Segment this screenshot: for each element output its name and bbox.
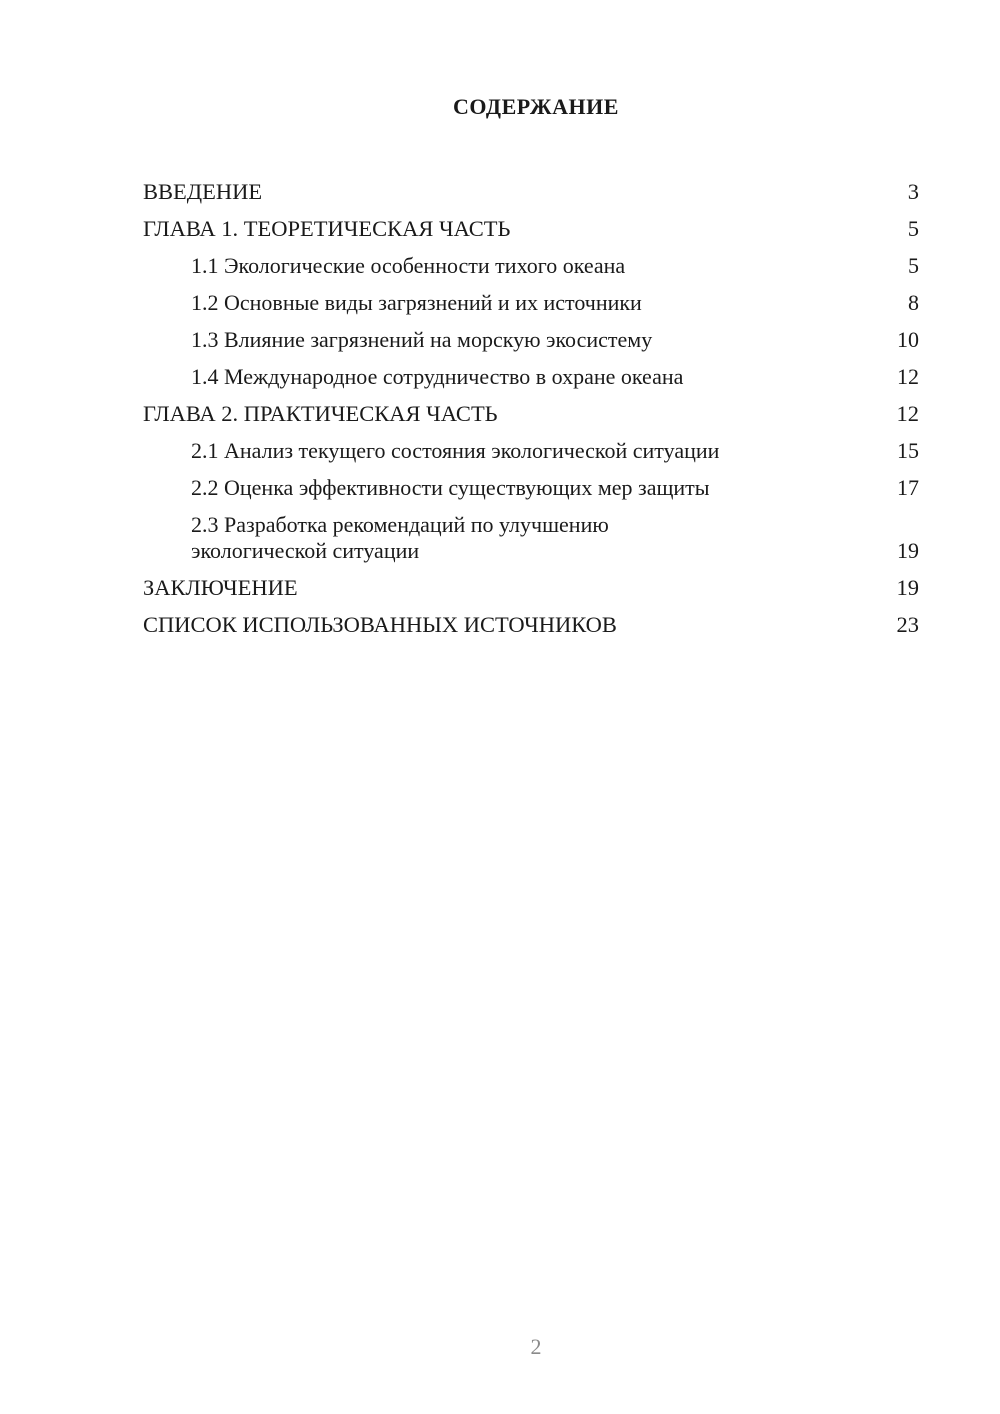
- table-of-contents: [143, 168, 919, 638]
- toc-entry-introduction[interactable]: [143, 168, 919, 205]
- toc-entry-page: 15: [897, 438, 919, 463]
- toc-entry-page: 17: [897, 475, 919, 500]
- toc-entry-chapter-2[interactable]: [143, 390, 919, 427]
- toc-entry-section-2-3[interactable]: [143, 501, 919, 564]
- toc-entry-label: ВВЕДЕНИЕ: [143, 179, 263, 204]
- toc-entry-page: 19: [897, 538, 919, 563]
- toc-title: СОДЕРЖАНИЕ: [453, 94, 619, 119]
- toc-entry-section-1-3[interactable]: [143, 316, 919, 353]
- toc-entry-label: ГЛАВА 1. ТЕОРЕТИЧЕСКАЯ ЧАСТЬ: [143, 216, 511, 241]
- toc-entry-label: 2.1 Анализ текущего состояния экологической ситуации: [191, 438, 720, 463]
- toc-entry-page: 10: [897, 327, 919, 352]
- toc-entry-section-1-4[interactable]: [143, 353, 919, 390]
- toc-entry-page: 5: [907, 216, 919, 241]
- toc-entry-page: 23: [896, 612, 919, 637]
- toc-entry-page: 12: [897, 364, 919, 389]
- toc-entry-page: 5: [908, 253, 919, 278]
- toc-entry-label: [191, 512, 609, 564]
- toc-entry-label-line-1: 2.3 Разработка рекомендаций по улучшению: [191, 512, 609, 537]
- toc-entry-label: 1.1 Экологические особенности тихого океана: [191, 253, 626, 278]
- toc-entry-section-2-1[interactable]: [143, 427, 919, 464]
- toc-entry-section-1-1[interactable]: [143, 242, 919, 279]
- toc-entry-label: 1.2 Основные виды загрязнений и их источники: [191, 290, 642, 315]
- toc-entry-page: 12: [896, 401, 919, 426]
- page-number: 2: [530, 1334, 542, 1359]
- toc-entry-label: СПИСОК ИСПОЛЬЗОВАННЫХ ИСТОЧНИКОВ: [143, 612, 617, 637]
- toc-entry-section-1-2[interactable]: [143, 279, 919, 316]
- toc-entry-section-2-2[interactable]: [143, 464, 919, 501]
- toc-entry-chapter-1[interactable]: [143, 205, 919, 242]
- toc-entry-page: 3: [907, 179, 919, 204]
- toc-entry-label: 2.2 Оценка эффективности существующих мер защиты: [191, 475, 710, 500]
- toc-entry-references[interactable]: [143, 601, 919, 638]
- toc-entry-page: 8: [908, 290, 919, 315]
- toc-entry-page: 19: [896, 575, 919, 600]
- toc-entry-label: ГЛАВА 2. ПРАКТИЧЕСКАЯ ЧАСТЬ: [143, 401, 498, 426]
- toc-entry-conclusion[interactable]: [143, 564, 919, 601]
- toc-entry-label: ЗАКЛЮЧЕНИЕ: [143, 575, 298, 600]
- toc-entry-label: 1.3 Влияние загрязнений на морскую экосистему: [191, 327, 653, 352]
- toc-entry-label-line-2: экологической ситуации: [191, 538, 420, 563]
- toc-entry-label: 1.4 Международное сотрудничество в охране океана: [191, 364, 684, 389]
